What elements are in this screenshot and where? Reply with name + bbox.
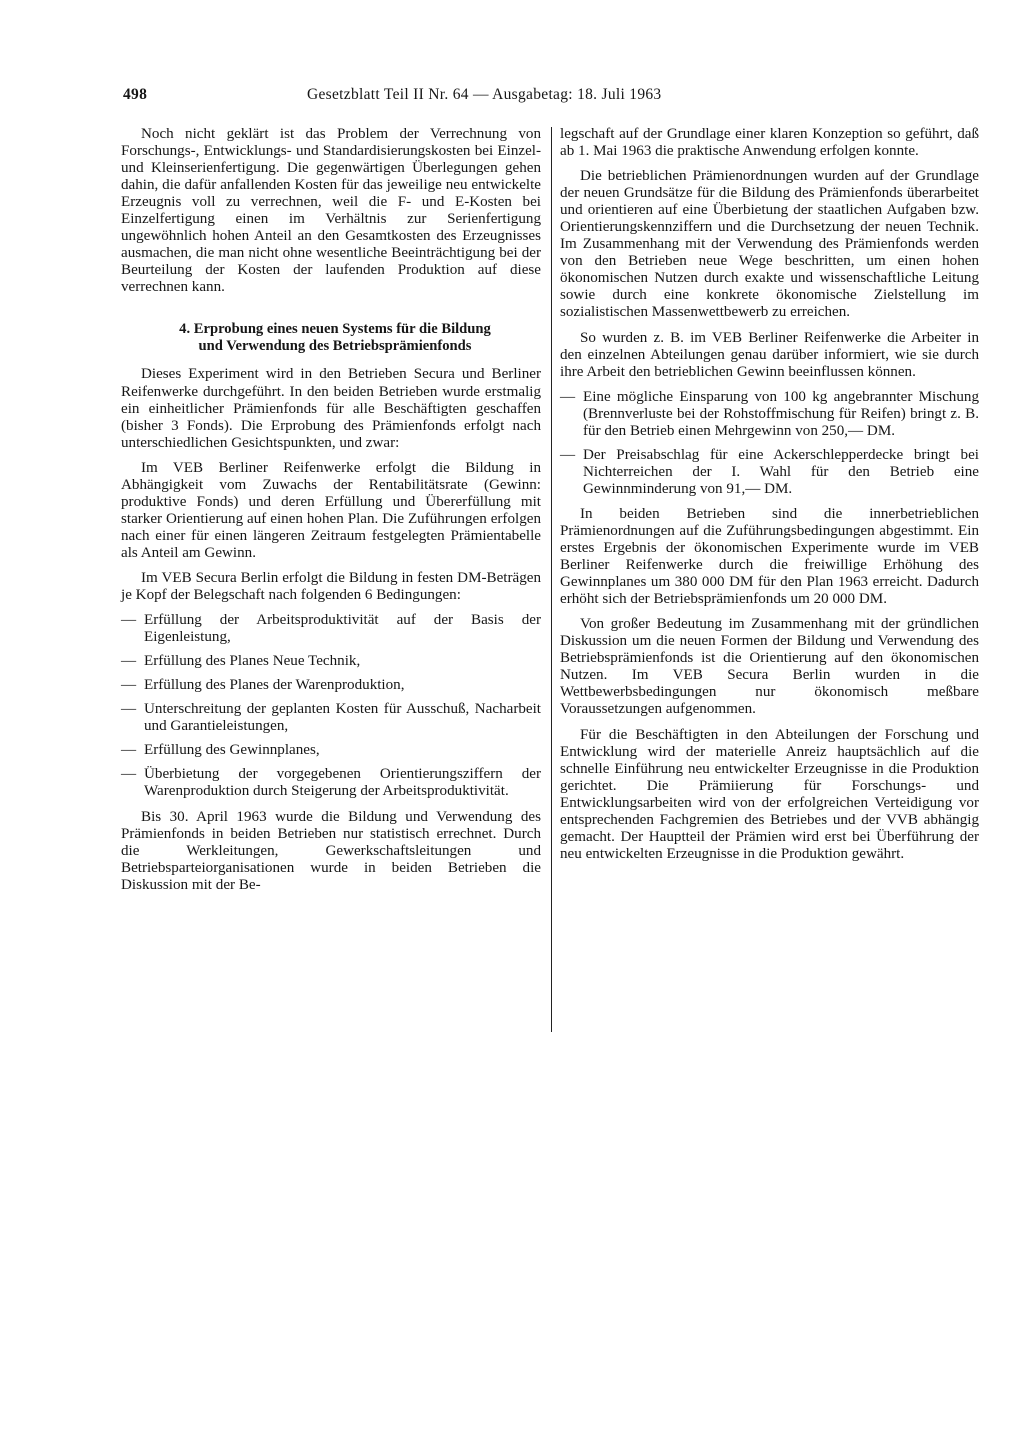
list-item: — Überbietung der vorgegebenen Orientierungsziffern der Warenproduktion durch Steigerung der Arbeitsproduktivität. bbox=[121, 766, 541, 800]
paragraph: So wurden z. B. im VEB Berliner Reifenwerke die Arbeiter in den einzelnen Abteilungen genau darüber informiert, wie sie durch ihre Arbeit den betrieblichen Gewinn beeinflussen können. bbox=[560, 329, 979, 380]
list-item: — Erfüllung des Gewinnplanes, bbox=[121, 742, 541, 759]
section-heading bbox=[121, 321, 541, 355]
paragraph: Die betrieblichen Prämienordnungen wurden auf der Grundlage der neuen Grundsätze für die Bildung des Prämienfonds überarbeitet und orientieren auf eine Überbietung der staatlichen Aufgaben bzw. Orientierungskennziffern und die Durchsetzung der neuen Technik. Im Zusammenhang mit der Verwendung des Prämienfonds werden von den Betrieben neue Wege beschritten, um einen hohen ökonomischen Nutzen durch exakte und wissenschaftliche Leitung sowie durch eine konkrete ökonomische Zielstellung im sozialistischen Massenwettbewerb zu erreichen. bbox=[560, 168, 979, 321]
column-divider bbox=[551, 127, 552, 1032]
publication-title: Gesetzblatt Teil II Nr. 64 — Ausgabetag: 18. Juli 1963 bbox=[307, 86, 662, 103]
page-number: 498 bbox=[123, 86, 148, 103]
list-item: — Erfüllung des Planes der Warenproduktion, bbox=[121, 677, 541, 694]
right-column bbox=[560, 126, 979, 871]
page-header bbox=[123, 86, 767, 112]
paragraph: legschaft auf der Grundlage einer klaren Konzeption so geführt, daß ab 1. Mai 1963 die praktische Anwendung erfolgen konnte. bbox=[560, 126, 979, 160]
list-item: — Erfüllung der Arbeitsproduktivität auf der Basis der Eigenleistung, bbox=[121, 612, 541, 646]
paragraph: Bis 30. April 1963 wurde die Bildung und Verwendung des Prämienfonds in beiden Betrieben nur statistisch errechnet. Durch die Werkleitungen, Gewerkschaftsleitungen und Betriebsparteiorganisationen wurde in beiden Betrieben die Diskussion mit der Be- bbox=[121, 808, 541, 893]
left-column bbox=[121, 126, 541, 902]
list-item: — Erfüllung des Planes Neue Technik, bbox=[121, 653, 541, 670]
paragraph: Dieses Experiment wird in den Betrieben Secura und Berliner Reifenwerke durchgeführt. In den beiden Betrieben wurde erstmalig ein einheitlicher Prämienfonds für alle Beschäftigten geschaffen (bisher 3 Fonds). Die Erprobung des Prämienfonds erfolgt nach unterschiedlichen Gesichtspunkten, und zwar: bbox=[121, 366, 541, 451]
conditions-list bbox=[121, 612, 541, 800]
paragraph: In beiden Betrieben sind die innerbetrieblichen Prämienordnungen auf die Zuführungsbedingungen abgestimmt. Ein erstes Ergebnis der ökonomischen Experimente wurde im VEB Berliner Reifenwerke durch die freiwillige Erhöhung des Gewinnplanes um 380 000 DM für den Plan 1963 erreicht. Dadurch erhöht sich der Betriebsprämienfonds um 20 000 DM. bbox=[560, 505, 979, 608]
paragraph: Im VEB Secura Berlin erfolgt die Bildung in festen DM-Beträgen je Kopf der Belegschaft nach folgenden 6 Bedingungen: bbox=[121, 569, 541, 604]
list-item: — Unterschreitung der geplanten Kosten für Ausschuß, Nacharbeit und Garantieleistungen, bbox=[121, 701, 541, 735]
paragraph: Noch nicht geklärt ist das Problem der Verrechnung von Forschungs-, Entwicklungs- und Standardisierungskosten bei Einzel- und Kleinserienfertigung. Die gegenwärtigen Überlegungen gehen dahin, die dafür anfallenden Kosten für das jeweilige neu entwickelte Erzeugnis voll zu verrechnen, weil die F- und E-Kosten bei Einzelfertigung einen im Verhältnis zur Serienfertigung ungewöhnlich hohen Anteil an den Gesamtkosten des Erzeugnisses ausmachen, die man nicht ohne wesentliche Beeinträchtigung bei der Beurteilung der Kosten der laufenden Produktion auf diese verrechnen kann. bbox=[121, 126, 541, 296]
paragraph: Für die Beschäftigten in den Abteilungen der Forschung und Entwicklung wird der materielle Anreiz hauptsächlich auf die schnelle Einführung neu entwickelter Erzeugnisse in die Produktion gerichtet. Die Prämiierung für Forschungs- und Entwicklungsarbeiten wird von der erfolgreichen Verteidigung vor entsprechenden Fachgremien des Betriebes und der VVB abhängig gemacht. Der Hauptteil der Prämien wird erst bei Überführung der neu entwickelten Erzeugnisse in die Produktion gewährt. bbox=[560, 726, 979, 862]
section-heading-line: und Verwendung des Betriebsprämienfonds bbox=[198, 338, 472, 355]
list-item: — Der Preisabschlag für eine Ackerschlepperdecke bringt bei Nichterreichen der I. Wahl für den Betrieb eine Gewinnminderung von 91,— DM. bbox=[560, 447, 979, 498]
examples-list bbox=[560, 389, 979, 498]
section-heading-line: 4. Erprobung eines neuen Systems für die Bildung bbox=[179, 321, 491, 338]
paragraph: Im VEB Berliner Reifenwerke erfolgt die Bildung in Abhängigkeit vom Zuwachs der Rentabilitätsrate (Gewinn: produktive Fonds) und deren Erfüllung und Übererfüllung mit starker Orientierung auf einen hohen Plan. Die Zuführungen erfolgen nach einer für einen längeren Zeitraum festgelegten Prämientabelle als Anteil am Gewinn. bbox=[121, 459, 541, 561]
list-item: — Eine mögliche Einsparung von 100 kg angebrannter Mischung (Brennverluste bei der Rohstoffmischung für Reifen) bringt z. B. für den Betrieb einen Mehrgewinn von 250,— DM. bbox=[560, 389, 979, 440]
paragraph: Von großer Bedeutung im Zusammenhang mit der gründlichen Diskussion um die neuen Formen der Bildung und Verwendung des Betriebsprämienfonds ist die Orientierung auf den ökonomischen Nutzen. Im VEB Secura Berlin wurden in die Wettbewerbsbedingungen nur ökonomisch meßbare Voraussetzungen aufgenommen. bbox=[560, 616, 979, 718]
